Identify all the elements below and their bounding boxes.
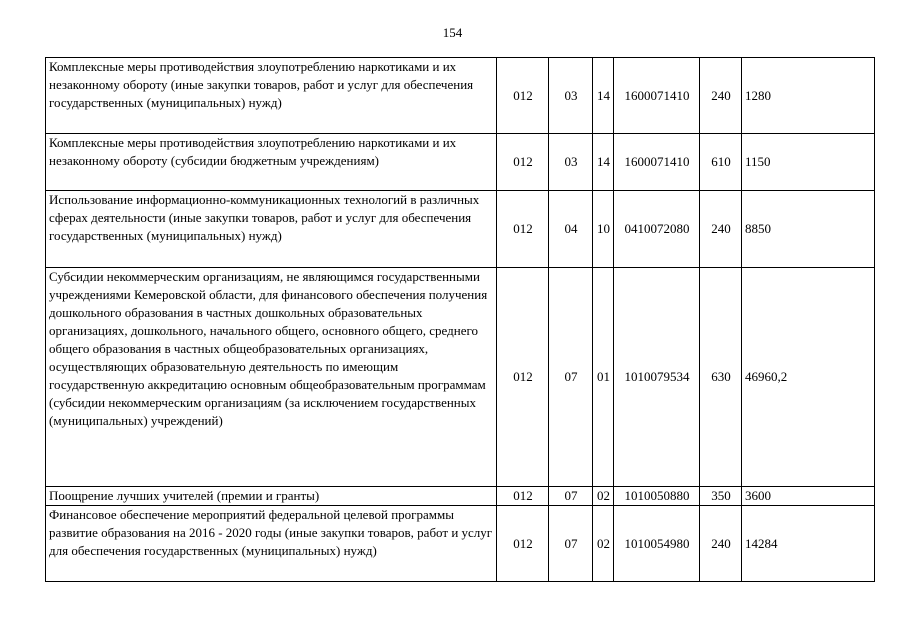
section-code: 03 [549,134,593,191]
row-description: Использование информационно-коммуникационных технологий в различных сферах деятельности (иные закупки товаров, работ и услуг для обеспечения государственных (муниципальных) нужд) [46,191,497,268]
table-row [46,487,875,506]
ministry-code: 012 [497,191,549,268]
section-code: 07 [549,506,593,582]
section-code: 07 [549,487,593,506]
expense-type-code: 240 [700,506,742,582]
row-description: Комплексные меры противодействия злоупотреблению наркотиками и их незаконному обороту (иные закупки товаров, работ и услуг для обеспечения государственных (муниципальных) нужд) [46,58,497,134]
amount: 1280 [742,58,875,134]
amount: 14284 [742,506,875,582]
subsection-code: 10 [593,191,614,268]
target-article-code: 1010050880 [614,487,700,506]
section-code: 03 [549,58,593,134]
row-description: Субсидии некоммерческим организациям, не являющимся государственными учреждениями Кемеровской области, для финансового обеспечения получения дошкольного образования в частных дошкольных образовательных организациях, дошкольного, начального общего, основного общего, среднего общего образования в частных общеобразовательных организациях, осуществляющих образовательную деятельность по имеющим государственную аккредитацию основным общеобразовательным программам (субсидии некоммерческим организациям (за исключением государственных (муниципальных) учреждений) [46,268,497,487]
amount: 46960,2 [742,268,875,487]
ministry-code: 012 [497,58,549,134]
subsection-code: 14 [593,58,614,134]
budget-table [45,57,875,582]
target-article-code: 0410072080 [614,191,700,268]
expense-type-code: 240 [700,58,742,134]
table-row [46,134,875,191]
row-description: Финансовое обеспечение мероприятий федеральной целевой программы развитие образования на 2016 - 2020 годы (иные закупки товаров, работ и услуг для обеспечения государственных (муниципальных) нужд) [46,506,497,582]
section-code: 04 [549,191,593,268]
expense-type-code: 350 [700,487,742,506]
expense-type-code: 610 [700,134,742,191]
amount: 3600 [742,487,875,506]
table-row [46,58,875,134]
expense-type-code: 240 [700,191,742,268]
expense-type-code: 630 [700,268,742,487]
subsection-code: 01 [593,268,614,487]
row-description: Комплексные меры противодействия злоупотреблению наркотиками и их незаконному обороту (субсидии бюджетным учреждениям) [46,134,497,191]
table-row [46,191,875,268]
ministry-code: 012 [497,506,549,582]
row-description: Поощрение лучших учителей (премии и гранты) [46,487,497,506]
subsection-code: 14 [593,134,614,191]
table-row [46,268,875,487]
target-article-code: 1600071410 [614,58,700,134]
subsection-code: 02 [593,487,614,506]
ministry-code: 012 [497,487,549,506]
target-article-code: 1600071410 [614,134,700,191]
ministry-code: 012 [497,134,549,191]
target-article-code: 1010079534 [614,268,700,487]
amount: 1150 [742,134,875,191]
section-code: 07 [549,268,593,487]
target-article-code: 1010054980 [614,506,700,582]
subsection-code: 02 [593,506,614,582]
amount: 8850 [742,191,875,268]
page-number: 154 [442,25,463,40]
table-row [46,506,875,582]
ministry-code: 012 [497,268,549,487]
